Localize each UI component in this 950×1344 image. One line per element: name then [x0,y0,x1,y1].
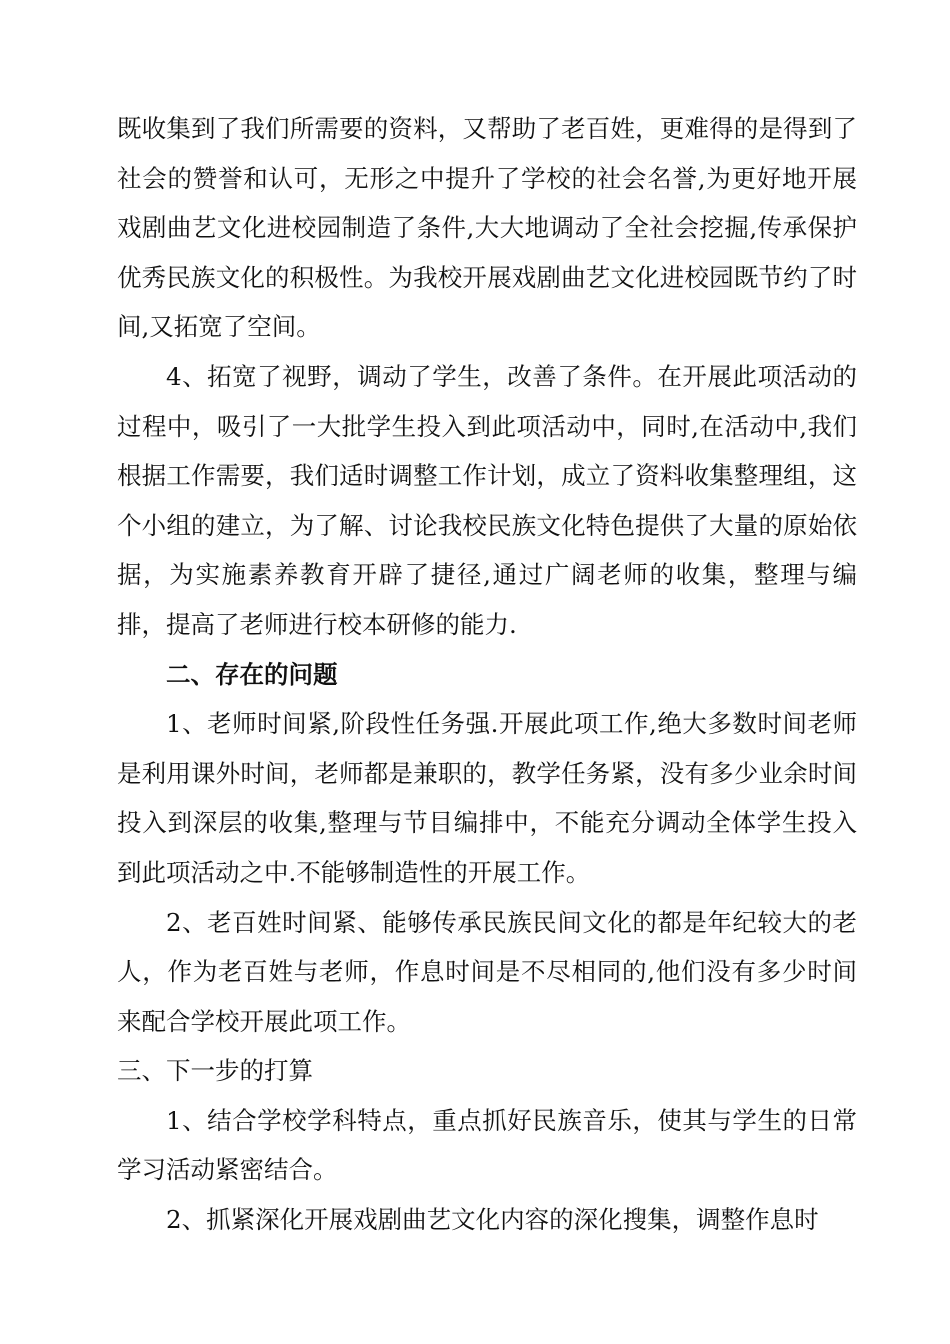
paragraph-continuation: 既收集到了我们所需要的资料，又帮助了老百姓，更难得的是得到了社会的赞誉和认可，无形之中提升了学校的社会名誉,为更好地开展戏剧曲艺文化进校园制造了条件,大大地调动了全社会挖掘,传承保护优秀民族文化的积极性。为我校开展戏剧曲艺文化进校园既节约了时间,又拓宽了空间。 [117,114,857,342]
document-body [117,104,857,1245]
paragraph-plan-2: 2、抓紧深化开展戏剧曲艺文化内容的深化搜集，调整作息时 [166,1205,819,1235]
paragraph-problem-2: 2、老百姓时间紧、能够传承民族民间文化的都是年纪较大的老人，作为老百姓与老师，作息时间是不尽相同的,他们没有多少时间来配合学校开展此项工作。 [117,907,857,1036]
paragraph-problem-1: 1、老师时间紧,阶段性任务强.开展此项工作,绝大多数时间老师是利用课外时间，老师都是兼职的，教学任务紧，没有多少业余时间投入到深层的收集,整理与节目编排中，不能充分调动全体学生投入到此项活动之中.不能够制造性的开展工作。 [117,709,857,887]
section-heading-problems: 二、存在的问题 [166,659,338,689]
paragraph-item-4: 4、拓宽了视野，调动了学生，改善了条件。在开展此项活动的过程中，吸引了一大批学生投入到此项活动中，同时,在活动中,我们根据工作需要，我们适时调整工作计划，成立了资料收集整理组，这个小组的建立，为了解、讨论我校民族文化特色提供了大量的原始依据，为实施素养教育开辟了捷径,通过广阔老师的收集，整理与编排，提高了老师进行校本研修的能力. [117,361,857,639]
section-heading-next-steps: 三、下一步的打算 [117,1056,313,1086]
paragraph-plan-1: 1、结合学校学科特点，重点抓好民族音乐，使其与学生的日常学习活动紧密结合。 [117,1105,857,1185]
